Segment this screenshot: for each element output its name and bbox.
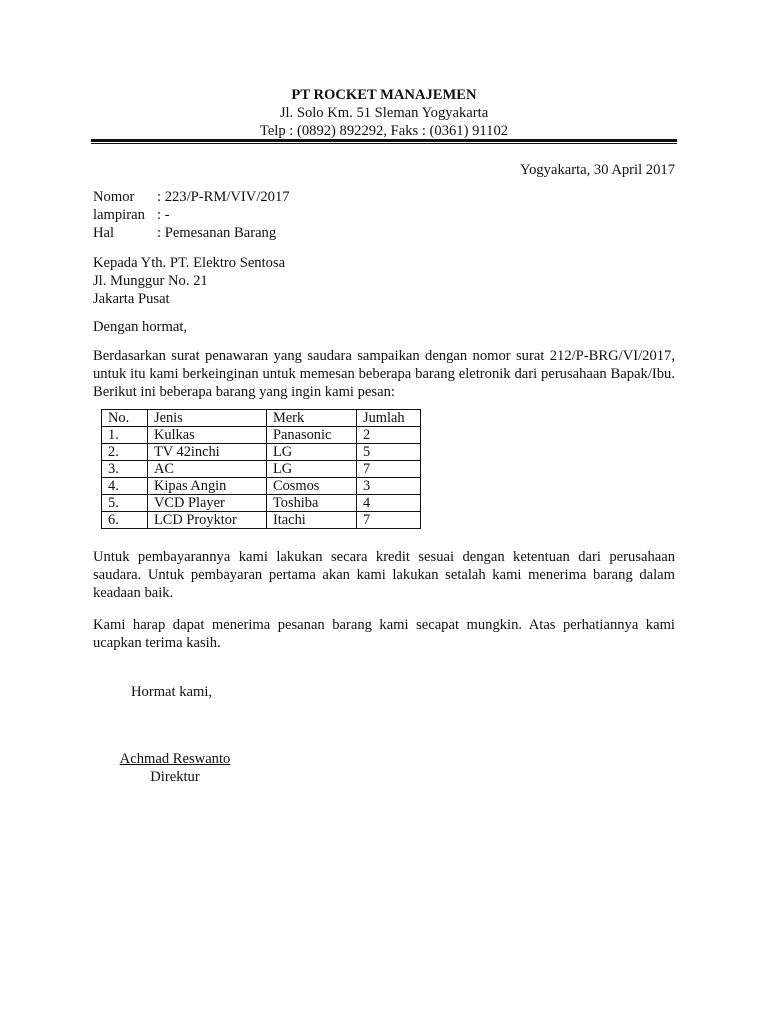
letterhead-rule-thin xyxy=(91,143,677,144)
table-cell: 2 xyxy=(357,427,421,444)
table-row xyxy=(102,461,421,478)
table-cell: Kulkas xyxy=(148,427,267,444)
recipient-line: Jakarta Pusat xyxy=(93,291,170,307)
meta-nomor-value: : 223/P-RM/VIV/2017 xyxy=(157,189,290,205)
table-cell: Panasonic xyxy=(267,427,357,444)
company-contact: Telp : (0892) 892292, Faks : (0361) 91102 xyxy=(259,123,509,139)
meta-lampiran-value: : - xyxy=(157,207,170,223)
table-cell: LG xyxy=(267,444,357,461)
closing-salutation: Hormat kami, xyxy=(131,684,213,700)
table-cell: Toshiba xyxy=(267,495,357,512)
signer-name: Achmad Reswanto xyxy=(119,751,231,767)
meta-lampiran xyxy=(93,206,290,224)
letterhead-rule-thick xyxy=(91,139,677,142)
table-cell: AC xyxy=(148,461,267,478)
table-cell: 3 xyxy=(357,478,421,495)
table-cell: TV 42inchi xyxy=(148,444,267,461)
table-cell: 4 xyxy=(357,495,421,512)
table-cell: 5. xyxy=(102,495,148,512)
table-cell: Itachi xyxy=(267,512,357,529)
table-row xyxy=(102,495,421,512)
table-cell: 6. xyxy=(102,512,148,529)
table-cell: 7 xyxy=(357,512,421,529)
table-header-cell: Jumlah xyxy=(357,410,421,427)
table-cell: 2. xyxy=(102,444,148,461)
table-cell: LCD Proyktor xyxy=(148,512,267,529)
recipient-address xyxy=(93,254,285,308)
table-row xyxy=(102,478,421,495)
meta-hal xyxy=(93,224,290,242)
recipient-line: Jl. Munggur No. 21 xyxy=(93,273,208,289)
signer-title: Direktur xyxy=(150,769,200,785)
table-header-row xyxy=(102,410,421,427)
meta-hal-value: : Pemesanan Barang xyxy=(157,225,277,241)
greeting: Dengan hormat, xyxy=(93,319,188,335)
table-cell: VCD Player xyxy=(148,495,267,512)
table-row xyxy=(102,427,421,444)
company-name: PT ROCKET MANAJEMEN xyxy=(291,87,477,103)
letter-meta xyxy=(93,188,290,242)
recipient-line: Kepada Yth. PT. Elektro Sentosa xyxy=(93,255,286,271)
table-cell: 3. xyxy=(102,461,148,478)
meta-nomor xyxy=(93,188,290,206)
table-cell: 7 xyxy=(357,461,421,478)
paragraph-intro: Berdasarkan surat penawaran yang saudara sampaikan dengan nomor surat 212/P-BRG/VI/2017, untuk itu kami berkeinginan untuk memesan beberapa barang eletronik dari perusahaan Bapak/Ibu. Berikut ini beberapa barang yang ingin kami pesan: xyxy=(93,348,675,400)
table-cell: 1. xyxy=(102,427,148,444)
table-header-cell: Merk xyxy=(267,410,357,427)
paragraph-payment: Untuk pembayarannya kami lakukan secara kredit sesuai dengan ketentuan dari perusahaan saudara. Untuk pembayaran pertama akan kami lakukan setalah kami menerima barang dalam keadaan baik. xyxy=(93,549,675,601)
paragraph-closing: Kami harap dapat menerima pesanan barang kami secapat mungkin. Atas perhatiannya kami ucapkan terima kasih. xyxy=(93,617,675,651)
letter-date: Yogyakarta, 30 April 2017 xyxy=(520,162,675,178)
letterhead xyxy=(93,82,675,140)
table-header-cell: Jenis xyxy=(148,410,267,427)
company-address: Jl. Solo Km. 51 Sleman Yogyakarta xyxy=(279,105,489,121)
signature-block xyxy=(116,750,234,786)
table-cell: LG xyxy=(267,461,357,478)
meta-nomor-label: Nomor xyxy=(93,189,135,205)
table-cell: Kipas Angin xyxy=(148,478,267,495)
meta-hal-label: Hal xyxy=(93,225,115,241)
meta-lampiran-label: lampiran xyxy=(93,207,145,223)
table-cell: 4. xyxy=(102,478,148,495)
order-table xyxy=(101,409,421,529)
table-cell: Cosmos xyxy=(267,478,357,495)
table-header-cell: No. xyxy=(102,410,148,427)
table-cell: 5 xyxy=(357,444,421,461)
table-row xyxy=(102,444,421,461)
table-row xyxy=(102,512,421,529)
